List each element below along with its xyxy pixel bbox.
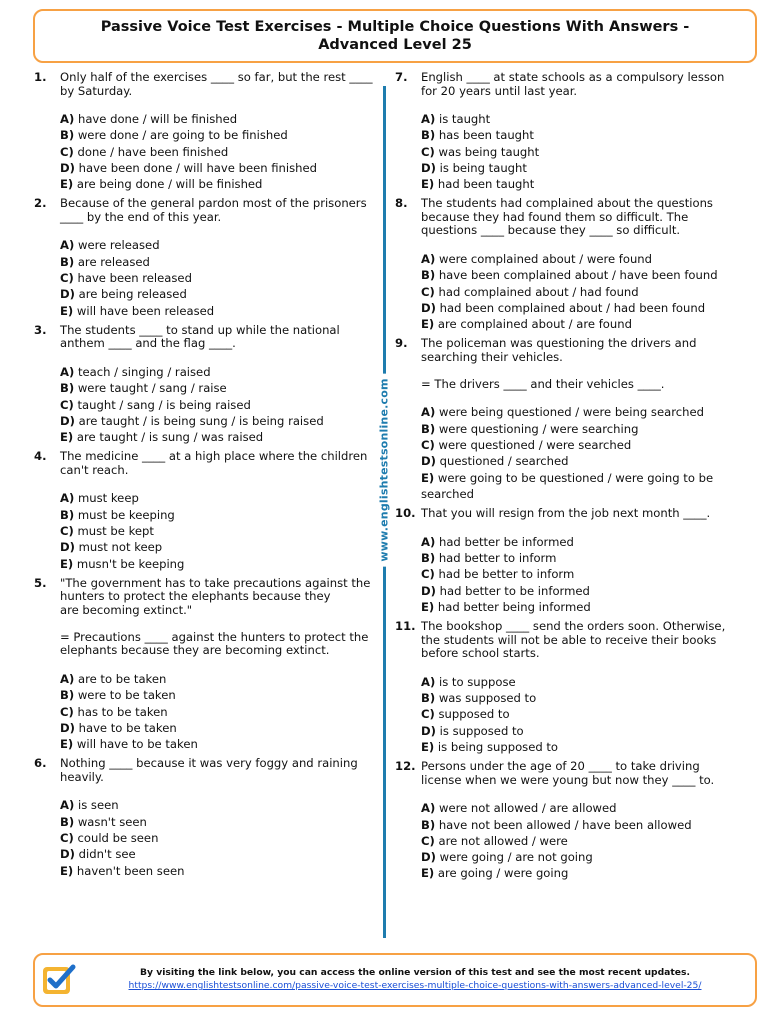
- option-text: were questioning / were searching: [435, 421, 639, 436]
- option-text: have been complained about / have been found: [435, 268, 718, 283]
- question-number: 7.: [395, 70, 408, 84]
- option-letter: C): [60, 397, 74, 412]
- answer-option[interactable]: [421, 800, 735, 816]
- answer-option[interactable]: [421, 706, 735, 722]
- option-letter: A): [60, 364, 75, 379]
- option-letter: E): [421, 739, 435, 754]
- option-letter: D): [60, 413, 75, 428]
- answer-option[interactable]: [421, 453, 735, 469]
- option-text: must keep: [74, 491, 139, 506]
- option-letter: E): [60, 430, 74, 445]
- option-text: didn't see: [74, 847, 136, 862]
- answer-option[interactable]: [60, 111, 379, 127]
- option-letter: C): [60, 524, 74, 539]
- option-letter: E): [60, 556, 74, 571]
- option-letter: C): [421, 707, 435, 722]
- question-item: [395, 197, 735, 332]
- answer-option[interactable]: [60, 413, 379, 429]
- option-letter: E): [60, 177, 74, 192]
- option-letter: E): [421, 317, 435, 332]
- question-text: The bookshop ____ send the orders soon. Otherwise, the students will not be able to receive their books before school starts.: [421, 619, 726, 661]
- option-text: is to suppose: [435, 674, 516, 689]
- answer-option[interactable]: [60, 814, 379, 830]
- answer-option[interactable]: [60, 397, 379, 413]
- question-text: That you will resign from the job next month ____.: [421, 506, 711, 521]
- answer-option[interactable]: [421, 690, 735, 706]
- question-text: Persons under the age of 20 ____ to take driving license when we were young but now they ____ to.: [421, 759, 715, 787]
- option-text: questioned / searched: [435, 454, 569, 469]
- option-letter: B): [60, 254, 75, 269]
- option-text: taught / sang / is being raised: [73, 397, 251, 412]
- answer-option[interactable]: [60, 286, 379, 302]
- option-text: teach / singing / raised: [74, 364, 211, 379]
- answer-option[interactable]: [421, 833, 735, 849]
- answer-option[interactable]: [60, 687, 379, 703]
- option-text: are complained about / are found: [434, 317, 632, 332]
- option-list: [60, 671, 379, 752]
- answer-option[interactable]: [60, 556, 379, 572]
- option-list: [60, 237, 379, 318]
- answer-option[interactable]: [421, 127, 735, 143]
- option-letter: A): [421, 112, 436, 126]
- option-letter: C): [60, 144, 74, 159]
- answer-option[interactable]: [60, 429, 379, 445]
- question-item: [395, 71, 735, 192]
- option-list: [421, 534, 735, 615]
- option-text: must not keep: [74, 540, 163, 555]
- option-text: were complained about / were found: [435, 251, 653, 266]
- question-item: [34, 197, 379, 318]
- question-number: 5.: [34, 575, 47, 590]
- answer-option[interactable]: [421, 566, 735, 582]
- answer-option[interactable]: [60, 254, 379, 270]
- option-letter: B): [421, 817, 436, 832]
- question-item: [395, 507, 735, 615]
- answer-option[interactable]: [421, 534, 735, 550]
- option-letter: C): [60, 271, 74, 286]
- option-text: done / have been finished: [73, 144, 229, 159]
- option-list: [421, 404, 735, 502]
- option-text: are being released: [74, 287, 187, 302]
- option-letter: C): [421, 144, 435, 159]
- option-text: were taught / sang / raise: [74, 381, 227, 396]
- question-item: [34, 324, 379, 445]
- option-text: are taught / is being sung / is being raised: [74, 413, 324, 428]
- option-text: had complained about / had found: [434, 284, 639, 299]
- answer-option[interactable]: [60, 270, 379, 286]
- answer-option[interactable]: [421, 111, 735, 127]
- option-letter: A): [60, 798, 75, 813]
- option-text: wasn't seen: [74, 814, 147, 829]
- question-number: 8.: [395, 196, 408, 211]
- answer-option[interactable]: [60, 144, 379, 160]
- option-text: is supposed to: [435, 723, 524, 738]
- option-letter: C): [421, 284, 435, 299]
- answer-option[interactable]: [60, 539, 379, 555]
- option-letter: D): [421, 454, 436, 469]
- option-text: had be better to inform: [434, 567, 575, 582]
- answer-option[interactable]: [421, 404, 735, 420]
- answer-option[interactable]: [60, 863, 379, 879]
- option-letter: D): [421, 300, 436, 315]
- checkbox-icon: [40, 962, 76, 998]
- option-text: had better to be informed: [435, 583, 590, 598]
- option-letter: B): [421, 268, 436, 283]
- option-text: are taught / is sung / was raised: [73, 430, 264, 445]
- option-text: were questioned / were searched: [434, 438, 632, 453]
- option-letter: B): [421, 691, 436, 706]
- answer-option[interactable]: [421, 300, 735, 316]
- answer-option[interactable]: [421, 849, 735, 865]
- option-letter: A): [60, 112, 75, 126]
- option-letter: B): [60, 128, 75, 143]
- option-letter: C): [421, 438, 435, 453]
- option-text: have been done / will have been finished: [74, 160, 317, 175]
- option-text: were released: [74, 238, 160, 253]
- answer-option[interactable]: [60, 160, 379, 176]
- option-text: are being done / will be finished: [73, 177, 263, 192]
- answer-option[interactable]: [421, 817, 735, 833]
- option-text: has been taught: [435, 128, 534, 143]
- option-letter: C): [60, 831, 74, 846]
- option-text: will have been released: [73, 303, 215, 318]
- answer-option[interactable]: [60, 523, 379, 539]
- left-column: [34, 71, 379, 884]
- option-text: supposed to: [434, 707, 510, 722]
- answer-option[interactable]: [421, 160, 735, 176]
- option-list: [60, 490, 379, 571]
- right-column: [395, 71, 735, 887]
- option-text: were not allowed / are allowed: [435, 801, 617, 816]
- option-letter: E): [60, 863, 74, 878]
- option-text: is being supposed to: [434, 739, 559, 754]
- option-text: are to be taken: [74, 671, 167, 686]
- option-list: [421, 251, 735, 332]
- question-text: Only half of the exercises ____ so far, but the rest ____ by Saturday.: [60, 70, 373, 98]
- answer-option[interactable]: [421, 470, 735, 503]
- option-letter: D): [60, 287, 75, 302]
- option-text: had better be informed: [435, 534, 574, 549]
- option-letter: B): [60, 688, 75, 703]
- option-letter: E): [421, 599, 435, 614]
- option-text: were being questioned / were being searched: [435, 405, 704, 420]
- option-text: are going / were going: [434, 866, 569, 881]
- question-item: [34, 577, 379, 752]
- option-text: have not been allowed / have been allowed: [435, 817, 692, 832]
- option-letter: A): [60, 238, 75, 253]
- option-list: [60, 364, 379, 445]
- question-number: 11.: [395, 619, 416, 634]
- answer-option[interactable]: [60, 846, 379, 862]
- option-letter: D): [421, 160, 436, 175]
- option-text: had been taught: [434, 177, 535, 192]
- question-text: The policeman was questioning the drivers and searching their vehicles. = The drivers ____ and their vehicles ____.: [421, 336, 697, 391]
- option-text: was supposed to: [435, 691, 537, 706]
- question-number: 4.: [34, 449, 47, 464]
- option-letter: E): [60, 737, 74, 752]
- question-item: [395, 760, 735, 881]
- option-letter: A): [60, 491, 75, 506]
- option-letter: C): [421, 833, 435, 848]
- option-letter: A): [421, 251, 436, 266]
- option-text: had better being informed: [434, 599, 591, 614]
- option-text: will have to be taken: [73, 737, 198, 752]
- option-letter: A): [421, 534, 436, 549]
- option-text: was being taught: [434, 144, 540, 159]
- option-text: must be keeping: [74, 507, 175, 522]
- answer-option[interactable]: [421, 176, 735, 192]
- answer-option[interactable]: [421, 550, 735, 566]
- option-letter: B): [60, 381, 75, 396]
- answer-option[interactable]: [60, 176, 379, 192]
- option-letter: D): [60, 160, 75, 175]
- option-text: were going / are not going: [435, 850, 593, 865]
- question-number: 1.: [34, 70, 47, 84]
- answer-option[interactable]: [60, 364, 379, 380]
- test-link[interactable]: https://www.englishtestsonline.com/passive-voice-test-exercises-multiple-choice-questions-with-answers-advanced-level-25/: [128, 980, 702, 991]
- option-text: were going to be questioned / were going to be searched: [421, 470, 714, 501]
- page-title-line-1: Passive Voice Test Exercises - Multiple Choice Questions With Answers -: [100, 19, 690, 35]
- option-text: were to be taken: [74, 688, 176, 703]
- option-letter: A): [421, 674, 436, 689]
- option-text: had been complained about / had been found: [435, 300, 706, 315]
- answer-option[interactable]: [421, 267, 735, 283]
- option-letter: D): [60, 720, 75, 735]
- answer-option[interactable]: [421, 144, 735, 160]
- footer-text: [81, 966, 749, 992]
- option-letter: D): [60, 540, 75, 555]
- question-text: The medicine ____ at a high place where the children can't reach.: [60, 449, 368, 477]
- option-list: [60, 111, 379, 192]
- option-list: [421, 674, 735, 755]
- option-text: musn't be keeping: [73, 556, 185, 571]
- option-letter: B): [421, 128, 436, 143]
- answer-option[interactable]: [421, 723, 735, 739]
- footer-box: [33, 953, 757, 1007]
- option-text: is taught: [435, 112, 491, 126]
- answer-option[interactable]: [421, 316, 735, 332]
- option-text: is seen: [74, 798, 119, 813]
- option-text: have done / will be finished: [74, 112, 238, 126]
- question-number: 3.: [34, 322, 47, 337]
- question-item: [34, 71, 379, 192]
- option-text: have to be taken: [74, 720, 177, 735]
- option-letter: E): [60, 303, 74, 318]
- option-text: is being taught: [435, 160, 527, 175]
- question-number: 9.: [395, 336, 408, 351]
- answer-option[interactable]: [60, 303, 379, 319]
- answer-option[interactable]: [60, 671, 379, 687]
- option-text: are not allowed / were: [434, 833, 568, 848]
- answer-option[interactable]: [60, 380, 379, 396]
- option-letter: B): [60, 814, 75, 829]
- answer-option[interactable]: [421, 739, 735, 755]
- option-letter: E): [421, 470, 435, 485]
- answer-option[interactable]: [60, 720, 379, 736]
- question-text: English ____ at state schools as a compulsory lesson for 20 years until last year.: [421, 70, 725, 98]
- answer-option[interactable]: [421, 284, 735, 300]
- option-letter: A): [60, 671, 75, 686]
- question-number: 10.: [395, 506, 416, 521]
- option-letter: B): [421, 551, 436, 566]
- question-item: [34, 450, 379, 571]
- answer-option[interactable]: [421, 674, 735, 690]
- answer-option[interactable]: [60, 490, 379, 506]
- option-letter: D): [421, 583, 436, 598]
- option-letter: E): [421, 177, 435, 192]
- option-letter: E): [421, 866, 435, 881]
- question-item: [395, 337, 735, 502]
- option-letter: B): [60, 507, 75, 522]
- option-text: are released: [74, 254, 150, 269]
- answer-option[interactable]: [421, 865, 735, 881]
- option-letter: C): [60, 704, 74, 719]
- option-letter: D): [421, 723, 436, 738]
- answer-option[interactable]: [60, 127, 379, 143]
- option-letter: A): [421, 405, 436, 420]
- answer-option[interactable]: [60, 507, 379, 523]
- question-number: 12.: [395, 759, 416, 774]
- option-text: could be seen: [73, 831, 159, 846]
- answer-option[interactable]: [421, 421, 735, 437]
- option-text: have been released: [73, 271, 192, 286]
- question-number: 6.: [34, 756, 47, 771]
- answer-option[interactable]: [60, 237, 379, 253]
- option-list: [421, 111, 735, 192]
- option-text: haven't been seen: [73, 863, 185, 878]
- question-text: The students ____ to stand up while the national anthem ____ and the flag ____.: [60, 322, 340, 351]
- option-letter: A): [421, 801, 436, 816]
- answer-option[interactable]: [60, 830, 379, 846]
- answer-option[interactable]: [60, 704, 379, 720]
- question-number: 2.: [34, 196, 47, 211]
- option-letter: B): [421, 421, 436, 436]
- option-list: [60, 797, 379, 878]
- site-watermark: www.englishtestsonline.com: [378, 373, 391, 566]
- question-text: Nothing ____ because it was very foggy and raining heavily.: [60, 756, 358, 784]
- answer-option[interactable]: [421, 251, 735, 267]
- answer-option[interactable]: [60, 736, 379, 752]
- question-text: "The government has to take precautions against the hunters to protect the elephants because they are becoming extinct." = Precautions ____ against the hunters to protect the elephants because they are becoming extinct.: [60, 575, 371, 658]
- question-text: Because of the general pardon most of the prisoners ____ by the end of this year.: [60, 196, 367, 224]
- option-list: [421, 800, 735, 881]
- option-text: were done / are going to be finished: [74, 128, 288, 143]
- footer-note: By visiting the link below, you can access the online version of this test and see the most recent updates.: [140, 967, 690, 978]
- question-item: [395, 620, 735, 755]
- answer-option[interactable]: [421, 437, 735, 453]
- answer-option[interactable]: [421, 599, 735, 615]
- page-title-line-2: Advanced Level 25: [318, 37, 472, 53]
- question-text: The students had complained about the questions because they had found them so difficult. The questions ____ because they ____ so difficult.: [421, 196, 713, 238]
- option-text: had better to inform: [435, 551, 557, 566]
- option-letter: D): [421, 850, 436, 865]
- question-item: [34, 757, 379, 878]
- answer-option[interactable]: [60, 797, 379, 813]
- title-box: [33, 9, 757, 63]
- option-letter: C): [421, 567, 435, 582]
- option-text: has to be taken: [73, 704, 168, 719]
- answer-option[interactable]: [421, 583, 735, 599]
- option-text: must be kept: [73, 524, 154, 539]
- option-letter: D): [60, 847, 75, 862]
